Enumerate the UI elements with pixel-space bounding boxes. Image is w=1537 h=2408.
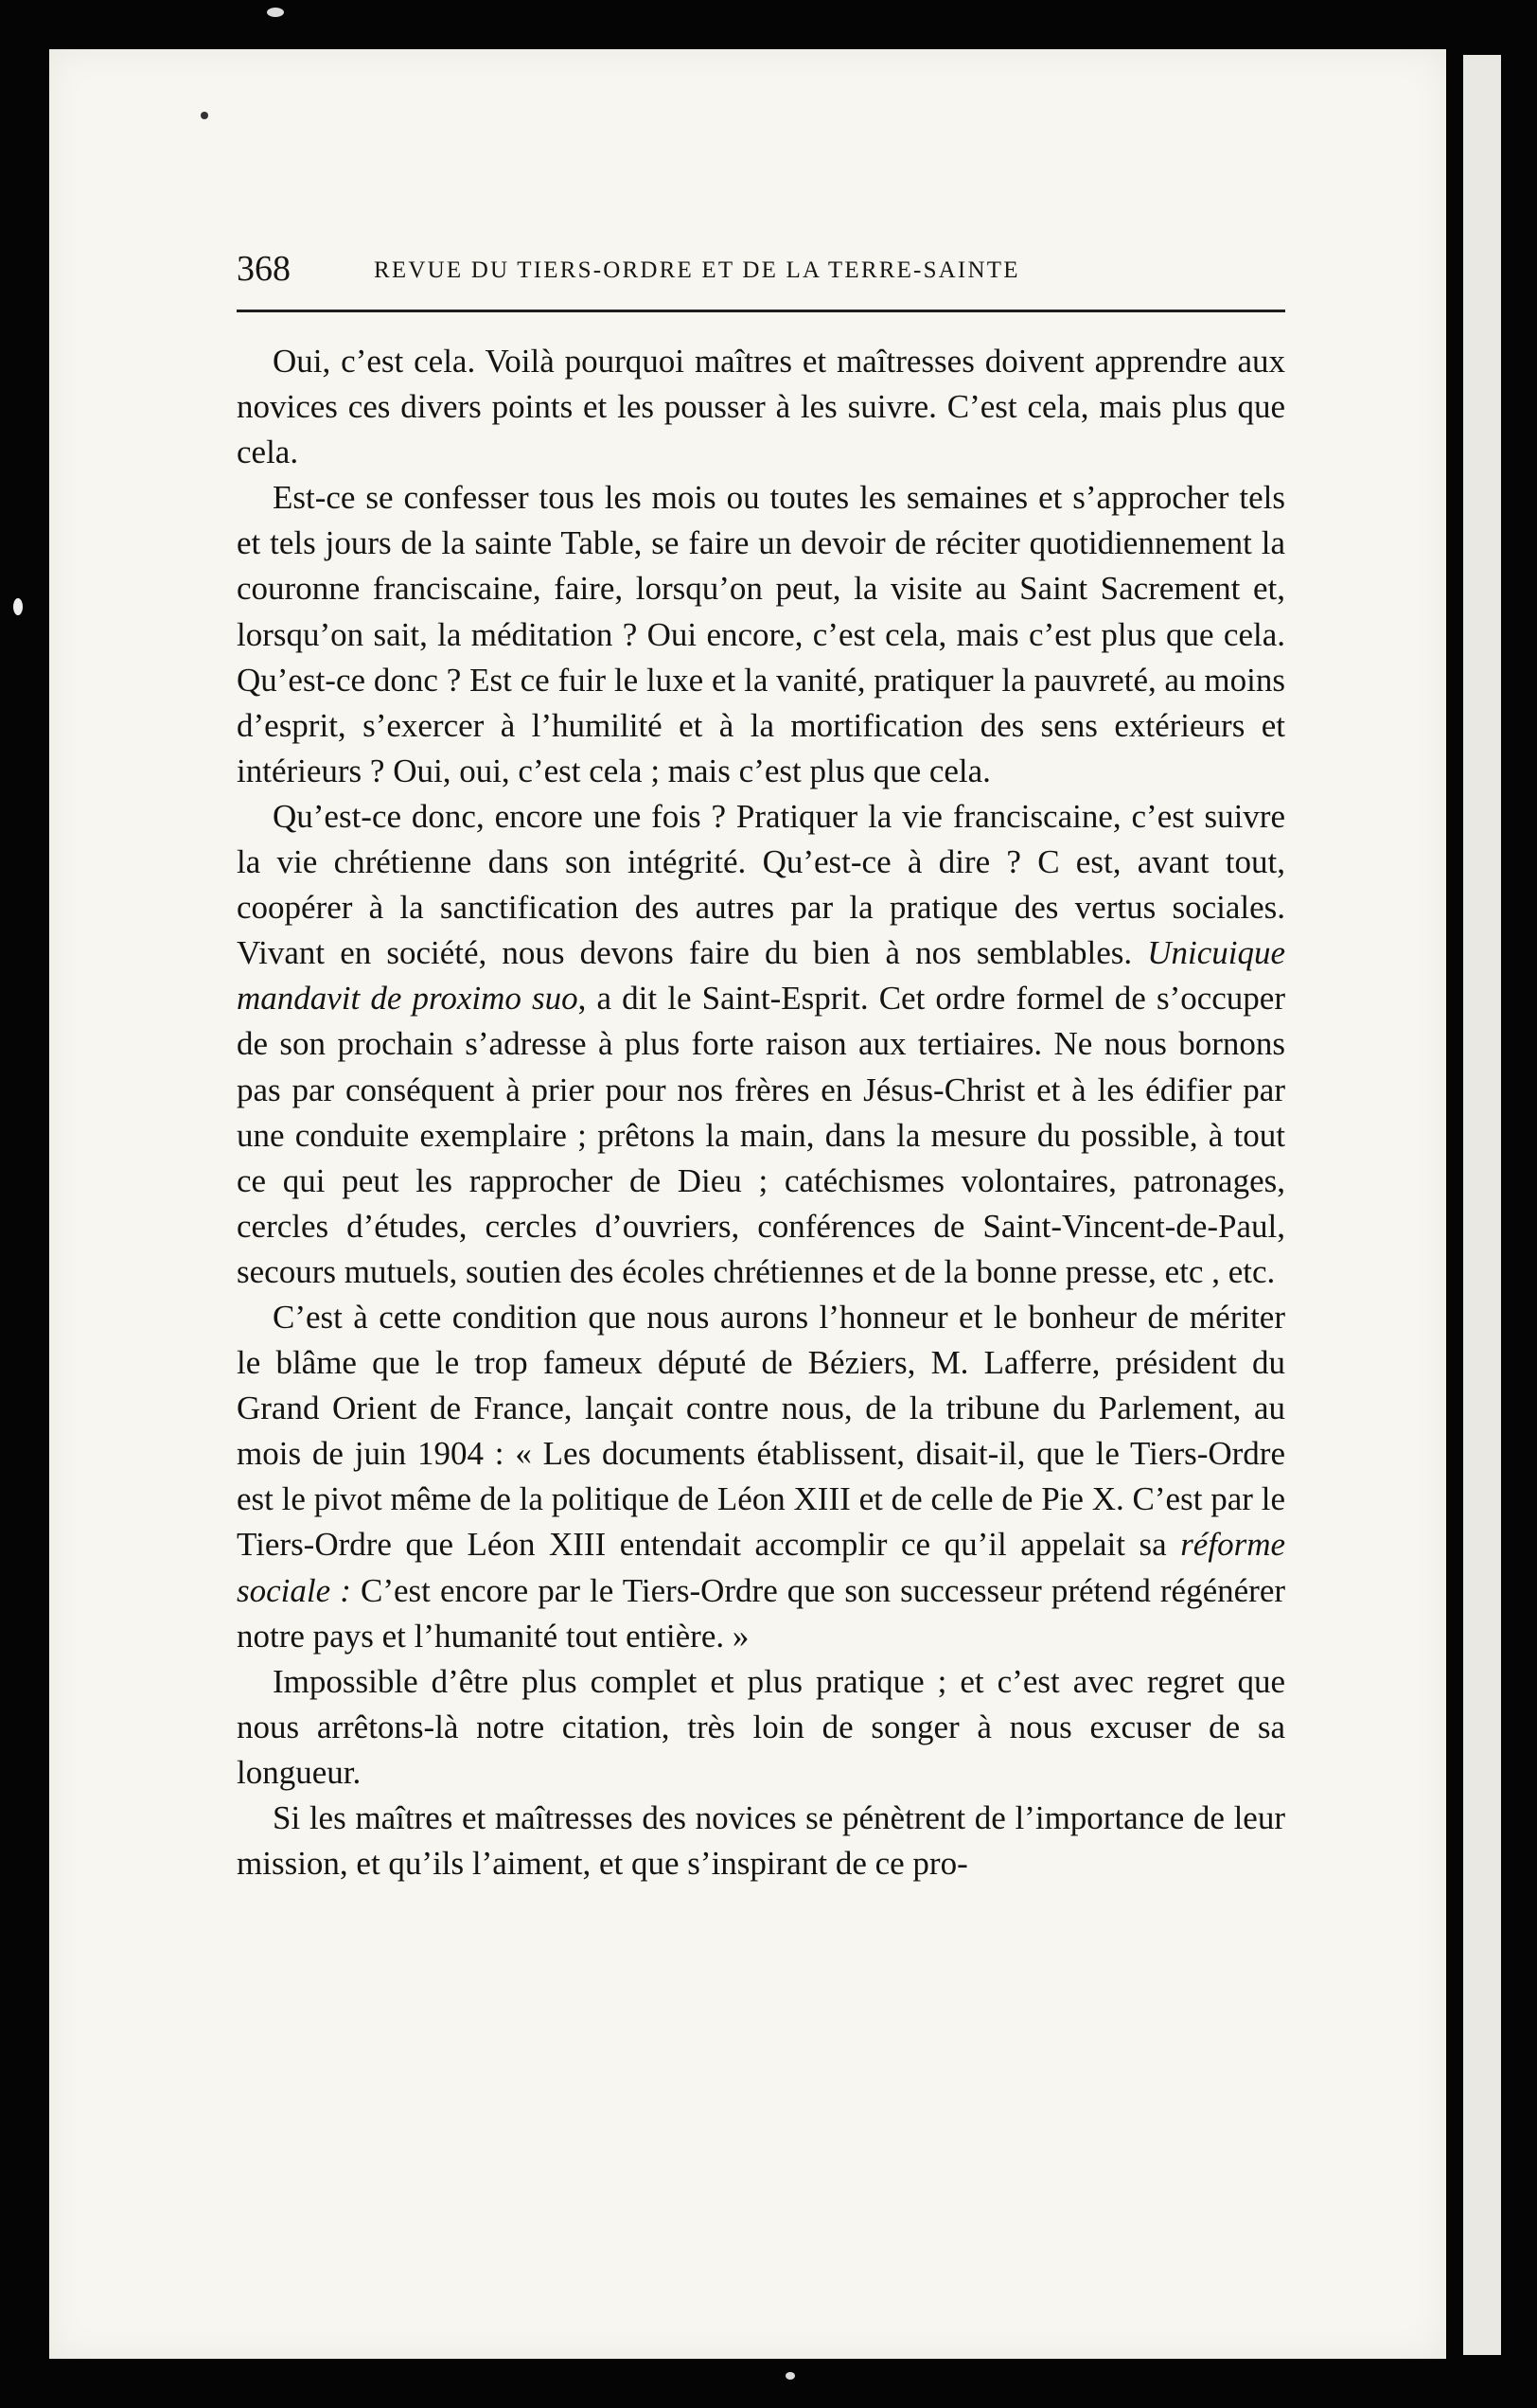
header-rule xyxy=(237,310,1285,312)
scan-speck xyxy=(267,8,284,17)
paragraph xyxy=(237,1295,1285,1659)
italic-phrase: réforme sociale : xyxy=(237,1526,1285,1609)
paragraph-text: C’est encore par le Tiers-Ordre que son successeur prétend régénérer notre pays et l’humanité tout entière. » xyxy=(237,1571,1286,1655)
paragraph: Si les maîtres et maîtresses des novices se pénètrent de l’importance de leur mission, et qu’ils l’aiment, et que s’inspirant de ce pro- xyxy=(237,1799,1285,1883)
adjacent-page-edge xyxy=(1463,55,1501,2355)
scan-speck xyxy=(201,112,208,119)
scan-speck xyxy=(786,2372,795,2380)
latin-quotation: Unicuique mandavit de proximo suo xyxy=(237,934,1285,1018)
paragraph-text: , a dit le Saint-Esprit. Cet ordre formel de s’occuper de son prochain s’adresse à plus forte raison aux tertiaires. Ne nous bornons pas par conséquent à prier pour nos frères en Jésus-Christ et à les édifier par une conduite exemplaire ; prêtons la main, dans la mesure du possible, à tout ce qui peut les rapprocher de Dieu ; catéchismes volontaires, patronages, cercles d’études, cercles d’ouvriers, conférences de Saint-Vincent-de-Paul, secours mutuels, soutien des écoles chrétiennes et de la bonne presse, etc , etc. xyxy=(237,980,1285,1290)
paragraph: Est-ce se confesser tous les mois ou toutes les semaines et s’approcher tels et tels jours de la sainte Table, se faire un devoir de réciter quotidiennement la couronne franciscaine, faire, lorsqu’on peut, la visite au Saint Sacrement et, lorsqu’on sait, la méditation ? Oui encore, c’est cela, mais c’est plus que cela. Qu’est-ce donc ? Est ce fuir le luxe et la vanité, pratiquer la pauvreté, au moins d’esprit, s’exercer à l’humilité et à la mortification des sens extérieurs et intérieurs ? Oui, oui, c’est cela ; mais c’est plus que cela. xyxy=(237,479,1285,789)
running-header xyxy=(237,244,1285,293)
body-text xyxy=(237,339,1285,1886)
paragraph-text: C’est à cette condition que nous aurons l’honneur et le bonheur de mériter le blâme que le trop fameux député de Béziers, M. Lafferre, président du Grand Orient de France, lançait contre nous, de la tribune du Parlement, au mois de juin 1904 : « Les documents établissent, disait-il, que le Tiers-Ordre est le pivot même de la politique de Léon XIII et de celle de Pie X. C’est par le Tiers-Ordre que Léon XIII entendait accomplir ce qu’il appelait sa xyxy=(237,1298,1285,1564)
page-number: 368 xyxy=(237,249,291,289)
running-title: REVUE DU TIERS-ORDRE ET DE LA TERRE-SAINTE xyxy=(374,257,1020,283)
paragraph: Impossible d’être plus complet et plus pratique ; et c’est avec regret que nous arrêtons-là notre citation, très loin de songer à nous excuser de sa longueur. xyxy=(237,1662,1285,1791)
scan-speck xyxy=(13,598,23,615)
paragraph: Oui, c’est cela. Voilà pourquoi maîtres et maîtresses doivent apprendre aux novices ces divers points et les pousser à les suivre. C’est cela, mais plus que cela. xyxy=(237,343,1285,471)
paragraph-text: Qu’est-ce donc, encore une fois ? Pratiquer la vie franciscaine, c’est suivre la vie chrétienne dans son intégrité. Qu’est-ce à dire ? C est, avant tout, coopérer à la sanctification des autres par la pratique des vertus sociales. Vivant en société, nous devons faire du bien à nos semblables. xyxy=(237,797,1285,972)
paragraph xyxy=(237,794,1285,1295)
